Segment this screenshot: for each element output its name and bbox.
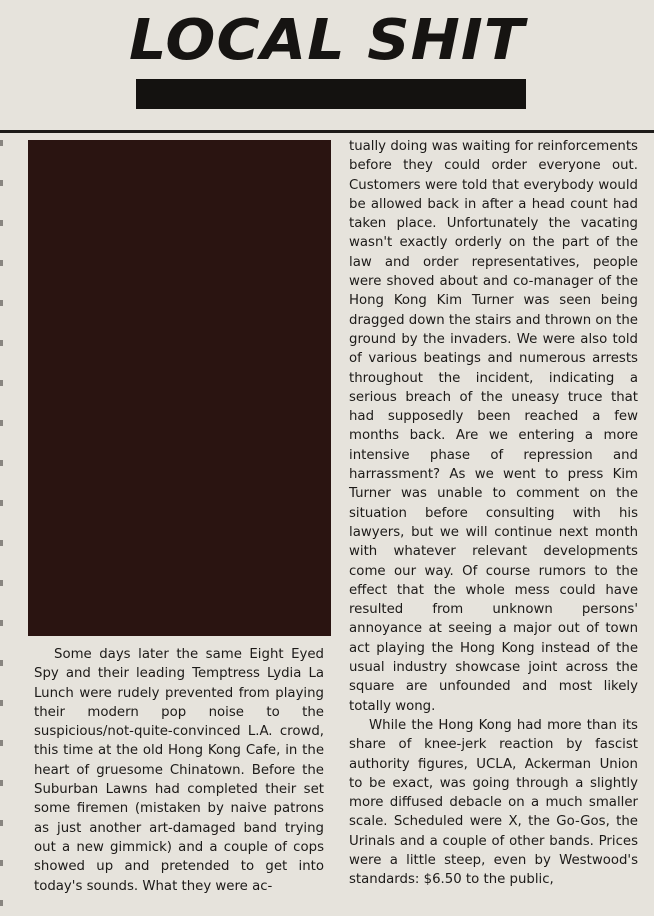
section-title: LOCAL SHIT — [128, 8, 526, 73]
right-paragraph-2: While the Hong Kong had more than its share of knee-jerk reaction by fascist authority figures, UCLA, Ackerman Union to be exact, was going through a slightly more diffused debacle on a much smaller scale. Scheduled were X, the Go-Gos, the Urinals and a couple of other bands. Prices were a little steep, even by Westwood's standards: $6.50 to the public, — [349, 717, 638, 888]
right-paragraph-1: tually doing was waiting for reinforcements before they could order everyone out. Customers were told that everybody would be allowed back in after a head count had taken place. Unfortunately the vacating wasn't exactly orderly on the part of the law and order representatives, people were shoved about and co-manager of the Hong Kong Kim Turner was seen being dragged down the stairs and thrown on the ground by the invaders. We were also told of various beatings and numerous arrests throughout the incident, indicating a serious breach of the uneasy truce that had supposedly been reached a few months back. Are we entering a more intensive phase of repression and harrassment? As we went to press Kim Turner was unable to comment on the situation before consulting with his lawyers, but we will continue next month with whatever relevant developments come our way. Of course rumors to the effect that the whole mess could have resulted from unknown persons' annoyance at seeing a major out of town act playing the Hong Kong instead of the usual industry showcase joint across the square are unfounded and most likely totally wong. — [349, 139, 638, 714]
page-edge-marks — [0, 140, 3, 910]
left-column — [34, 645, 324, 896]
left-paragraph-1: Some days later the same Eight Eyed Spy and their leading Temptress Lydia La Lunch were rudely prevented from playing their modern pop noise to the suspicious/not-quite-convinced L.A. crowd, this time at the old Hong Kong Cafe, in the heart of gruesome Chinatown. Before the Suburban Lawns had completed their set some firemen (mistaken by naive patrons as just another art-damaged band trying out a new gimmick) and a couple of cops showed up and pretended to get into today's sounds. What they were ac- — [34, 647, 324, 894]
title-underline-bar — [136, 79, 526, 109]
horizontal-rule — [0, 130, 654, 133]
right-column — [349, 137, 638, 890]
article-photo — [28, 140, 331, 636]
